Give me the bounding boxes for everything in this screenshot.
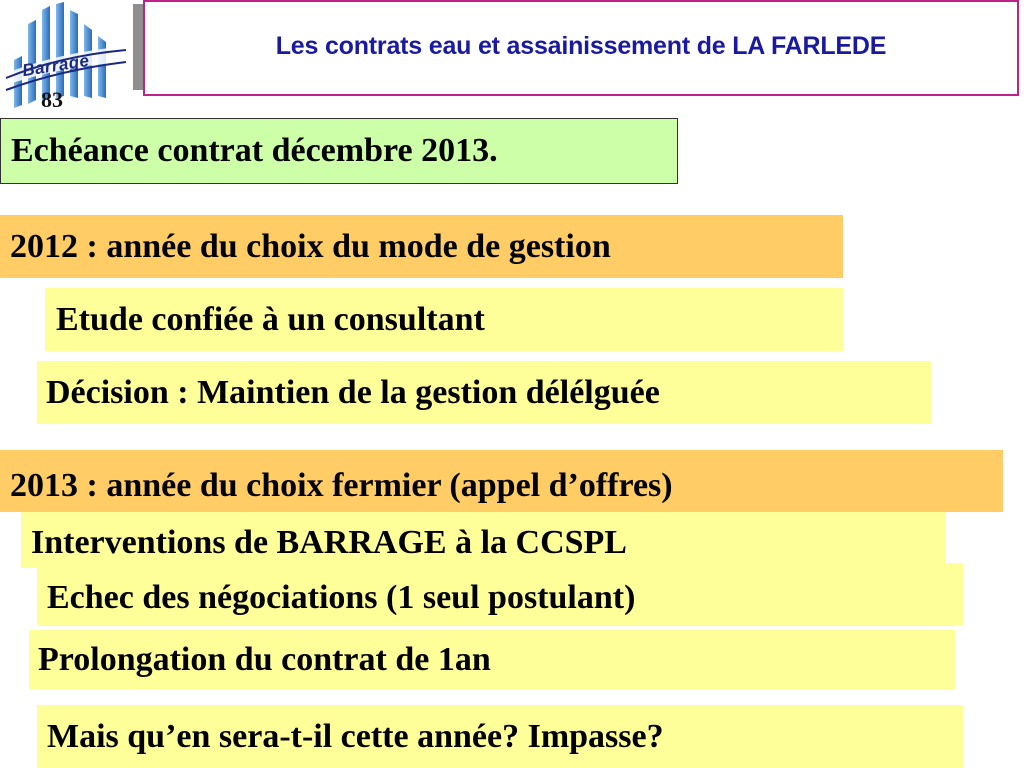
logo-number: 83	[41, 87, 63, 112]
year-2012-text: 2012 : année du choix du mode de gestion	[10, 227, 611, 265]
echeance-text: Echéance contrat décembre 2013.	[11, 132, 498, 169]
question-text: Mais qu’en sera-t-il cette année? Impasse?	[47, 717, 664, 755]
echec-box	[37, 563, 963, 626]
barrage-83-logo	[0, 0, 140, 118]
year-2012-box	[0, 215, 843, 278]
year-2013-box	[0, 450, 1003, 512]
decision-text: Décision : Maintien de la gestion délélguée	[46, 373, 660, 411]
echec-text: Echec des négociations (1 seul postulant)	[47, 578, 636, 616]
interventions-text: Interventions de BARRAGE à la CCSPL	[31, 524, 627, 562]
year-2013-text: 2013 : année du choix fermier (appel d’offres)	[10, 466, 673, 504]
logo-wordmark: Barrage	[20, 50, 91, 81]
interventions-box	[21, 512, 946, 568]
title-box	[143, 0, 1019, 96]
decision-box	[37, 361, 931, 424]
etude-text: Etude confiée à un consultant	[56, 300, 485, 338]
prolongation-box	[29, 630, 955, 689]
page-title: Les contrats eau et assainissement de LA FARLEDE	[275, 31, 887, 60]
question-box	[37, 705, 963, 768]
echeance-box	[0, 118, 678, 184]
prolongation-text: Prolongation du contrat de 1an	[38, 640, 491, 678]
etude-box	[45, 288, 843, 351]
